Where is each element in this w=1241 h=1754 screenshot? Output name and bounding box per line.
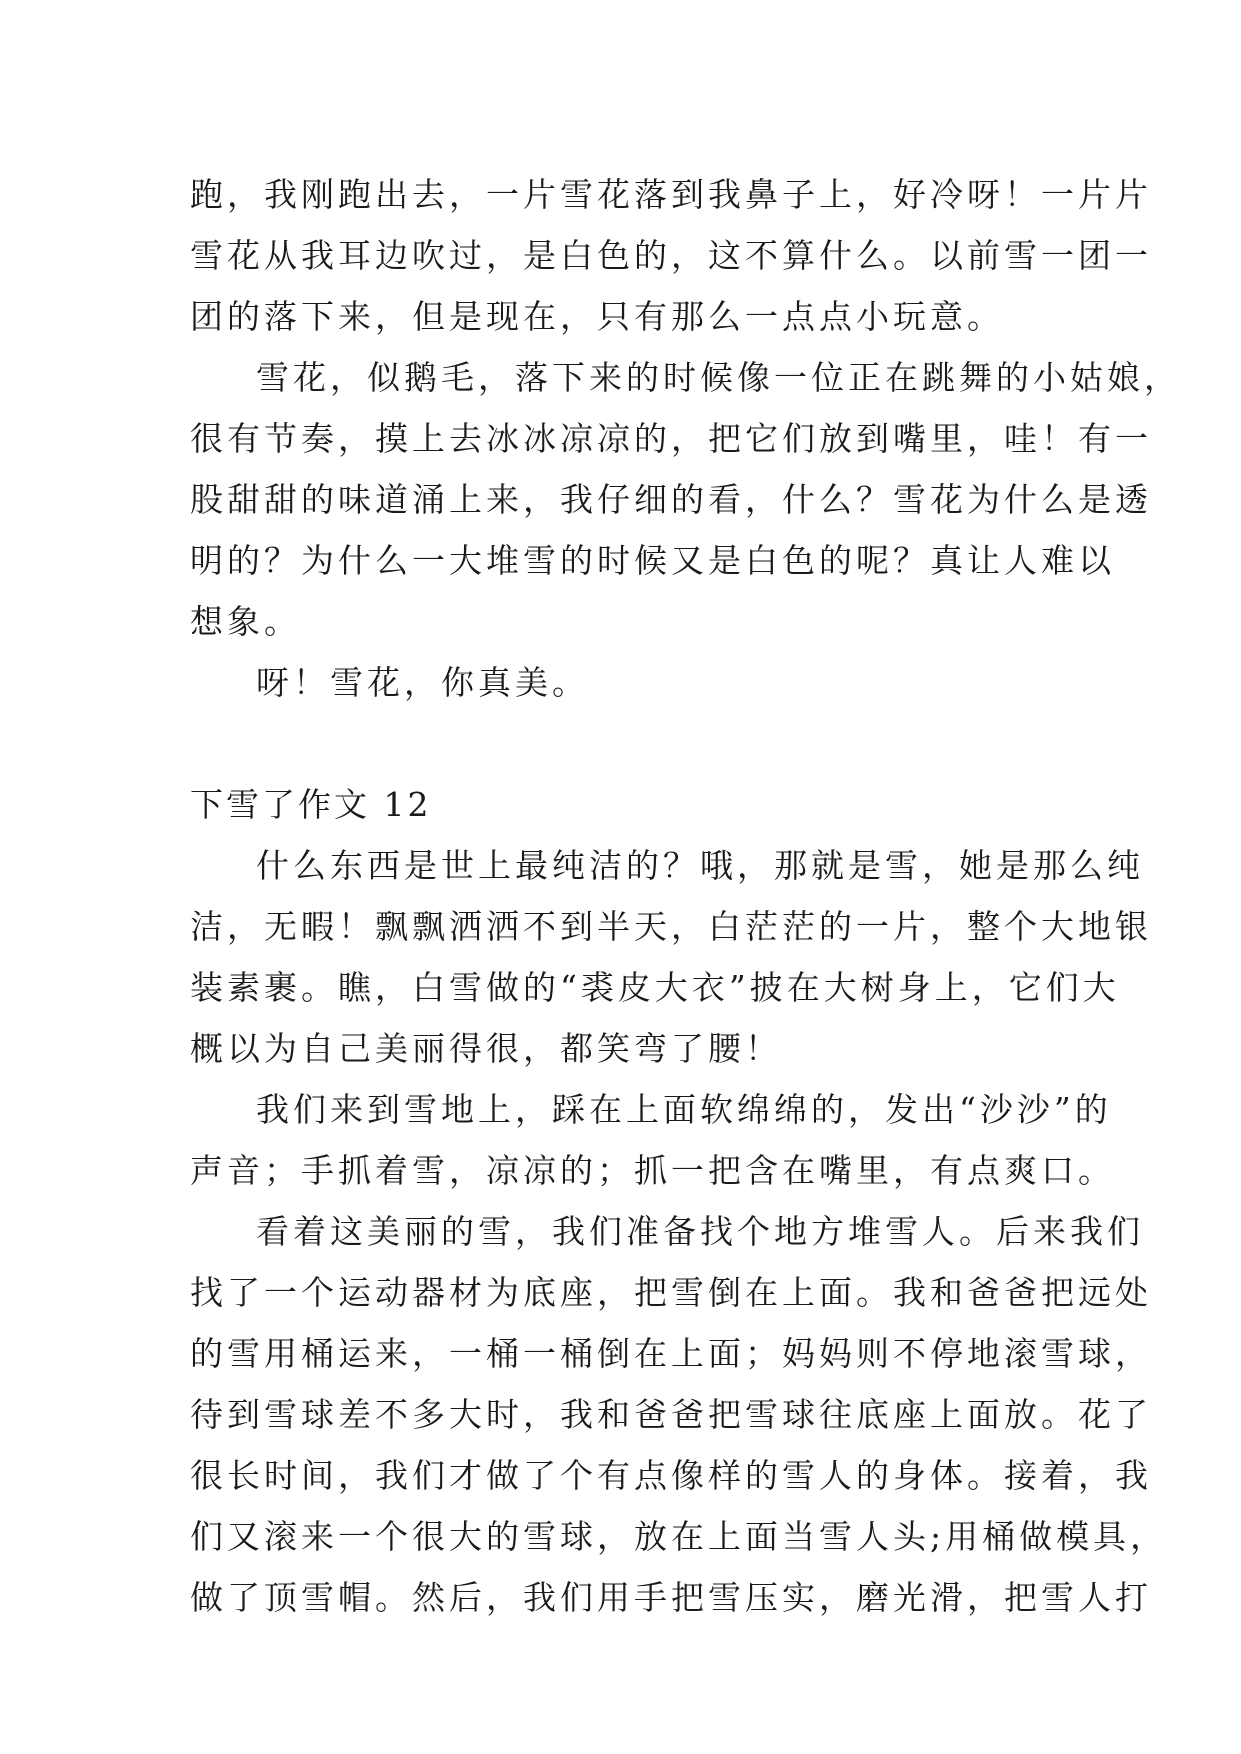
text-line: 我们来到雪地上，踩在上面软绵绵的，发出“沙沙”的: [256, 1090, 1112, 1129]
text-line: 什么东西是世上最纯洁的？哦，那就是雪，她是那么纯: [256, 846, 1144, 885]
text-line: 跑，我刚跑出去，一片雪花落到我鼻子上，好冷呀！一片片: [190, 175, 1152, 214]
text-line: 雪花从我耳边吹过，是白色的，这不算什么。以前雪一团一: [190, 236, 1152, 275]
paragraph: [190, 652, 1050, 713]
text-line: 雪花，似鹅毛，落下来的时候像一位正在跳舞的小姑娘，: [256, 358, 1181, 397]
text-line: 待到雪球差不多大时，我和爸爸把雪球往底座上面放。花了: [190, 1395, 1152, 1434]
text-line: 很有节奏，摸上去冰冰凉凉的，把它们放到嘴里，哇！有一: [190, 419, 1152, 458]
text-line: 装素裹。瞧，白雪做的“裘皮大衣”披在大树身上，它们大: [190, 968, 1120, 1007]
text-line: 们又滚来一个很大的雪球，放在上面当雪人头;用桶做模具，: [190, 1517, 1168, 1556]
paragraph: [190, 347, 1181, 652]
text-line: 概以为自己美丽得很，都笑弯了腰！: [190, 1029, 782, 1068]
text-line: 声音；手抓着雪，凉凉的；抓一把含在嘴里，有点爽口。: [190, 1151, 1115, 1190]
text-line: 明的？为什么一大堆雪的时候又是白色的呢？真让人难以: [190, 541, 1115, 580]
text-line: 找了一个运动器材为底座，把雪倒在上面。我和爸爸把远处: [190, 1273, 1152, 1312]
document-body: [190, 164, 1181, 1628]
text-line: 团的落下来，但是现在，只有那么一点点小玩意。: [190, 297, 1004, 336]
text-line: 很长时间，我们才做了个有点像样的雪人的身体。接着，我: [190, 1456, 1152, 1495]
text-line: 看着这美丽的雪，我们准备找个地方堆雪人。后来我们: [256, 1212, 1144, 1251]
section-title: 下雪了作文 12: [190, 785, 432, 824]
paragraph: [190, 835, 1152, 1079]
paragraph: [190, 1079, 1115, 1201]
text-line: 想象。: [190, 602, 301, 641]
paragraph: [190, 1201, 1168, 1628]
text-line: 呀！雪花，你真美。: [256, 663, 589, 702]
paragraph: [190, 164, 1152, 347]
text-line: 的雪用桶运来，一桶一桶倒在上面；妈妈则不停地滚雪球，: [190, 1334, 1152, 1373]
text-line: 股甜甜的味道涌上来，我仔细的看，什么？雪花为什么是透: [190, 480, 1152, 519]
text-line: 做了顶雪帽。然后，我们用手把雪压实，磨光滑，把雪人打: [190, 1578, 1152, 1617]
text-line: 洁，无暇！飘飘洒洒不到半天，白茫茫的一片，整个大地银: [190, 907, 1152, 946]
section-spacer: [190, 713, 1050, 774]
